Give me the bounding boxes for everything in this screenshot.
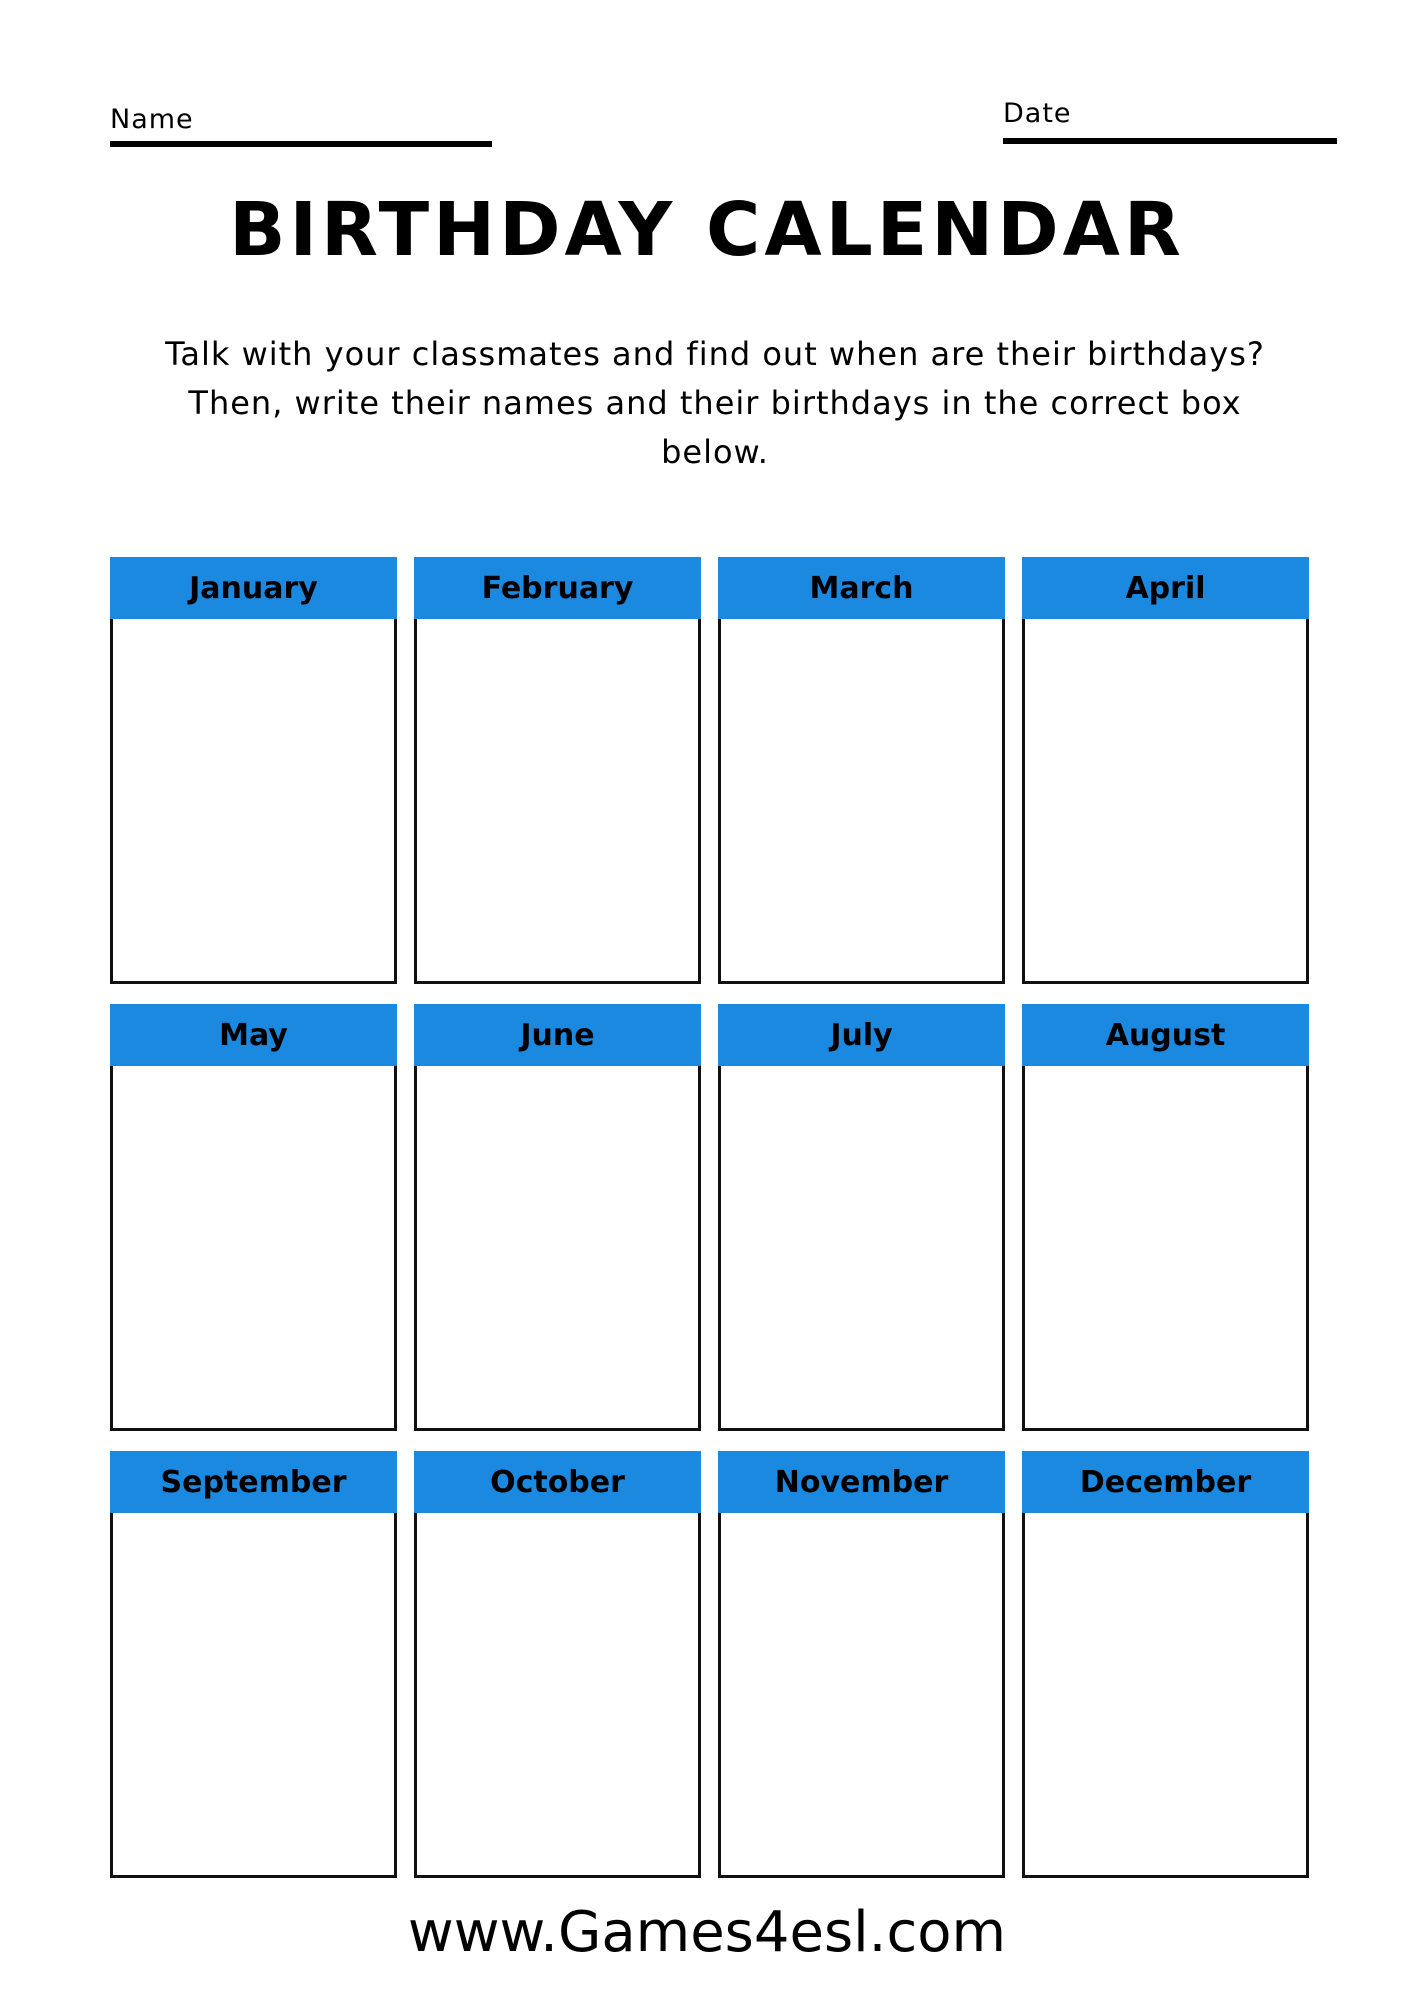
name-label: Name — [110, 104, 194, 135]
month-header: February — [414, 557, 701, 619]
name-input-line[interactable] — [110, 141, 492, 147]
instructions: Talk with your classmates and find out when are their birthdays? Then, write their names and their birthdays in the correct box below. — [165, 335, 1265, 471]
month-box-january[interactable] — [110, 557, 397, 984]
month-box-december[interactable] — [1022, 1451, 1309, 1878]
month-header: April — [1022, 557, 1309, 619]
month-box-february[interactable] — [414, 557, 701, 984]
month-box-august[interactable] — [1022, 1004, 1309, 1431]
month-header: August — [1022, 1004, 1309, 1066]
month-box-october[interactable] — [414, 1451, 701, 1878]
month-header: November — [718, 1451, 1005, 1513]
month-box-june[interactable] — [414, 1004, 701, 1431]
month-header: December — [1022, 1451, 1309, 1513]
month-header: September — [110, 1451, 397, 1513]
month-box-may[interactable] — [110, 1004, 397, 1431]
month-box-april[interactable] — [1022, 557, 1309, 984]
month-box-september[interactable] — [110, 1451, 397, 1878]
month-box-july[interactable] — [718, 1004, 1005, 1431]
date-label: Date — [1003, 98, 1072, 129]
month-grid — [110, 557, 1309, 1878]
date-input-line[interactable] — [1003, 138, 1337, 144]
month-header: January — [110, 557, 397, 619]
footer-url: www.Games4esl.com — [407, 1900, 1007, 1965]
month-header: March — [718, 557, 1005, 619]
month-header: October — [414, 1451, 701, 1513]
month-header: June — [414, 1004, 701, 1066]
month-header: May — [110, 1004, 397, 1066]
month-box-march[interactable] — [718, 557, 1005, 984]
month-box-november[interactable] — [718, 1451, 1005, 1878]
page-title: BIRTHDAY CALENDAR — [229, 187, 1185, 273]
month-header: July — [718, 1004, 1005, 1066]
